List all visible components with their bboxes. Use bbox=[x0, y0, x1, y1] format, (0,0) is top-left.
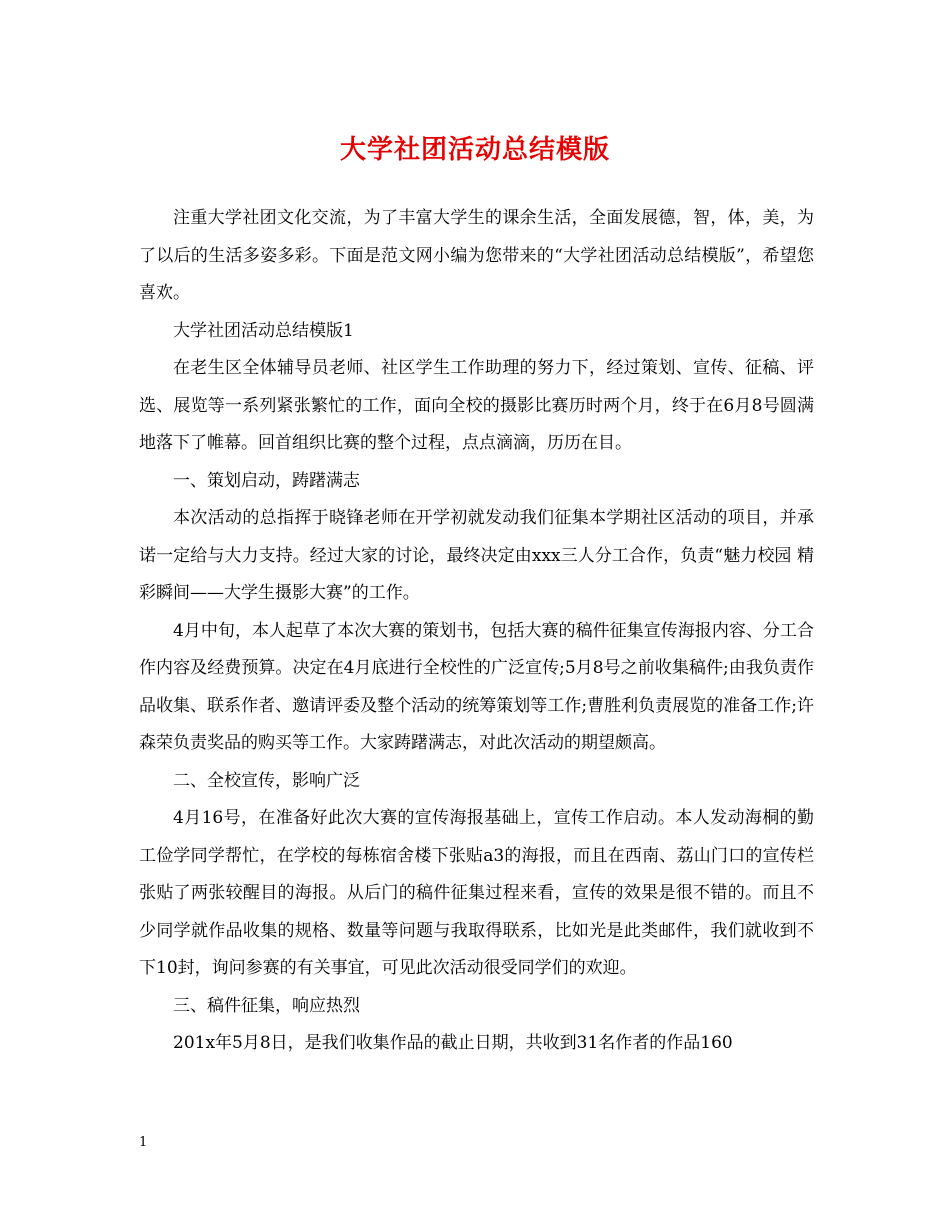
section-heading-submissions: 三、稿件征集，响应热烈 bbox=[173, 995, 360, 1016]
body-paragraph: 4月16号，在准备好此次大赛的宣传海报基础上，宣传工作启动。本人发动海桐的勤工俭学同学帮忙，在学校的每栋宿舍楼下张贴a3的海报，而且在西南、荔山门口的宣传栏张贴了两张较醒目的海报。从后门的稿件征集过程来看，宣传的效果是很不错的。而且不少同学就作品收集的规格、数量等问题与我取得联系，比如光是此类邮件，我们就收到不下10封，询问参赛的有关事宜，可见此次活动很受同学们的欢迎。 bbox=[139, 808, 814, 978]
document-title: 大学社团活动总结模版 bbox=[339, 135, 610, 165]
section-heading-template-1: 大学社团活动总结模版1 bbox=[173, 320, 354, 341]
document-body bbox=[139, 200, 814, 1063]
body-paragraph: 4月中旬，本人起草了本次大赛的策划书，包括大赛的稿件征集宣传海报内容、分工合作内容及经费预算。决定在4月底进行全校性的广泛宣传;5月8号之前收集稿件;由我负责作品收集、联系作者、邀请评委及整个活动的统筹策划等工作;曹胜利负责展览的准备工作;许森荣负责奖品的购买等工作。大家踌躇满志，对此次活动的期望颇高。 bbox=[139, 620, 814, 753]
body-paragraph: 201x年5月8日，是我们收集作品的截止日期，共收到31名作者的作品160 bbox=[173, 1033, 733, 1053]
body-paragraph: 在老生区全体辅导员老师、社区学生工作助理的努力下，经过策划、宣传、征稿、评选、展览等一系列紧张繁忙的工作，面向全校的摄影比赛历时两个月，终于在6月8号圆满地落下了帷幕。回首组织比赛的整个过程，点点滴滴，历历在目。 bbox=[139, 358, 814, 453]
section-heading-publicity: 二、全校宣传，影响广泛 bbox=[173, 770, 360, 791]
section-heading-planning: 一、策划启动，踌躇满志 bbox=[173, 470, 360, 491]
body-paragraph: 本次活动的总指挥于晓锋老师在开学初就发动我们征集本学期社区活动的项目，并承诺一定给与大力支持。经过大家的讨论，最终决定由xxx三人分工合作，负责“魅力校园 精彩瞬间——大学生摄影大赛”的工作。 bbox=[139, 508, 814, 603]
intro-paragraph: 注重大学社团文化交流，为了丰富大学生的课余生活，全面发展德，智，体，美，为了以后的生活多姿多彩。下面是范文网小编为您带来的“大学社团活动总结模版”，希望您喜欢。 bbox=[139, 208, 814, 303]
page-number: 1 bbox=[139, 1135, 148, 1150]
